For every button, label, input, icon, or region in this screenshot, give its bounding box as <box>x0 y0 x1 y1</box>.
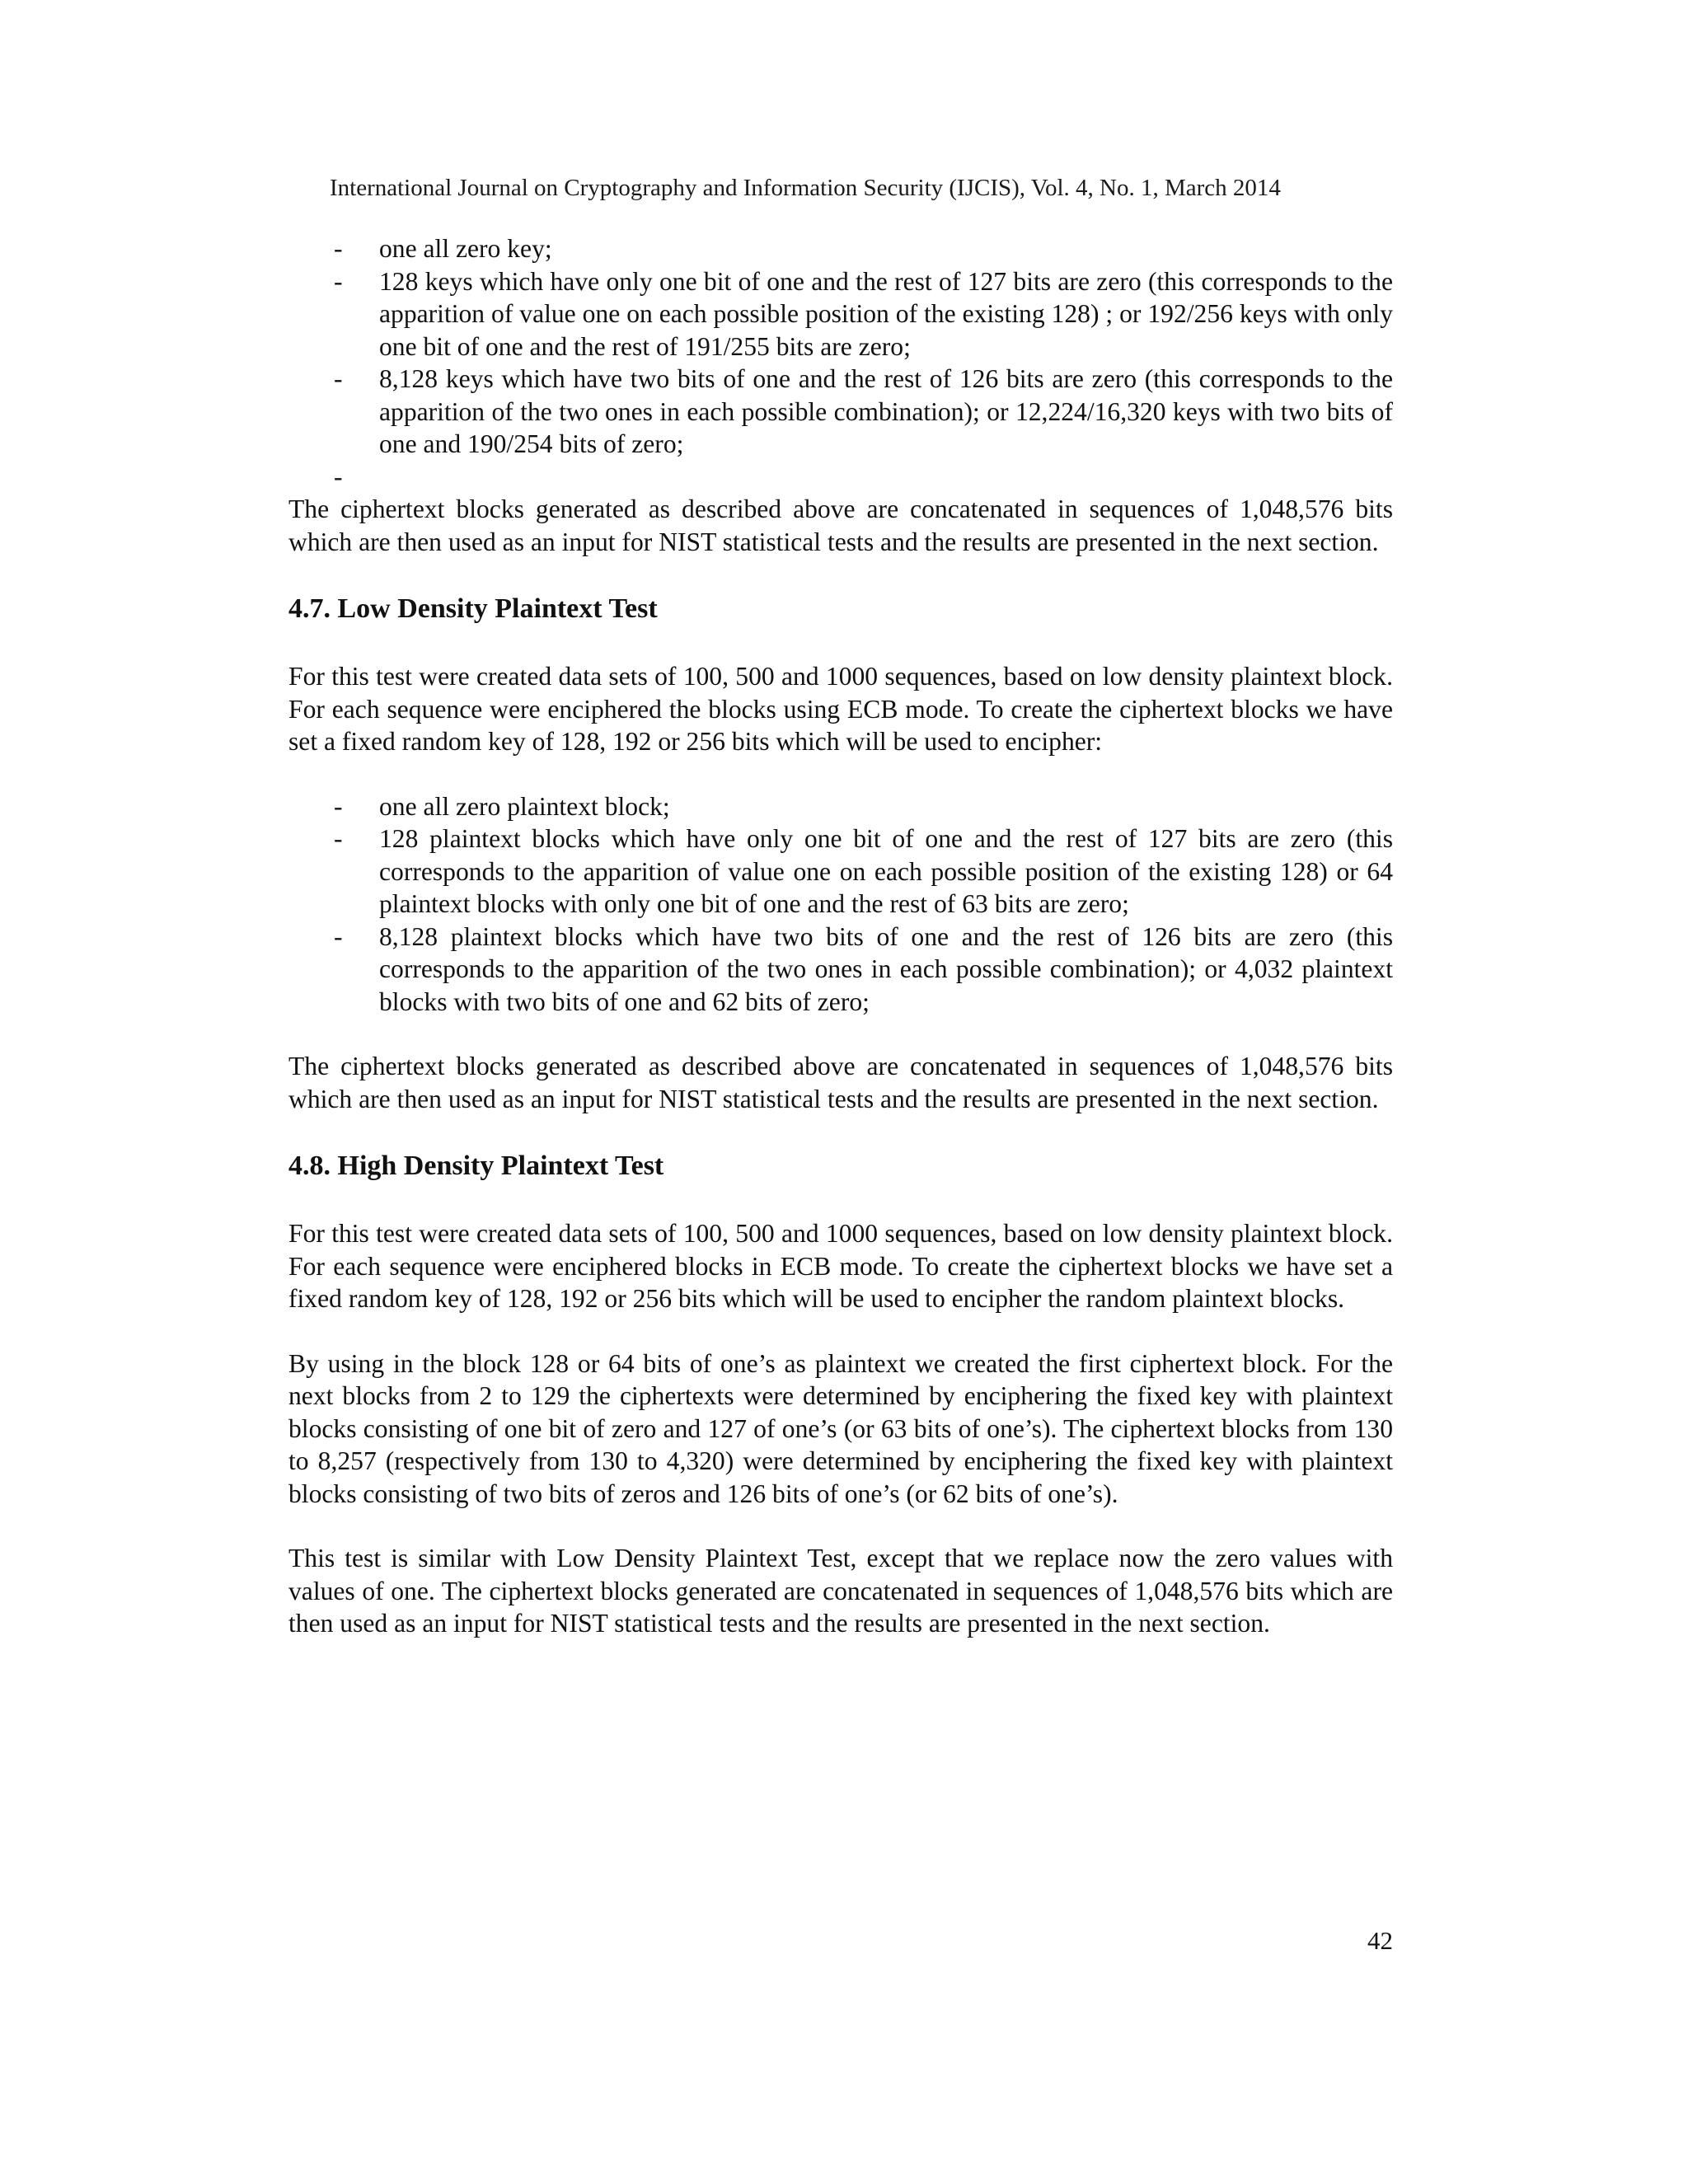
key-list <box>288 232 1393 493</box>
list-item-text: 128 keys which have only one bit of one and the rest of 127 bits are zero (this corresponds to the apparition of value one on each possible position of the existing 128) ; or 192/256 keys with only one bit of one and the rest of 191/255 bits are zero; <box>379 266 1393 361</box>
paragraph: The ciphertext blocks generated as described above are concatenated in sequences of 1,048,576 bits which are then used as an input for NIST statistical tests and the results are presented in the next section. <box>288 494 1393 556</box>
paragraph: By using in the block 128 or 64 bits of one’s as plaintext we created the first ciphertext block. For the next blocks from 2 to 129 the ciphertexts were determined by enciphering the fixed key with plaintext blocks consisting of one bit of zero and 127 of one’s (or 63 bits of one’s). The ciphertext blocks from 130 to 8,257 (respectively from 130 to 4,320) were determined by enciphering the fixed key with plaintext blocks consisting of two bits of zeros and 126 bits of one’s (or 62 bits of one’s). <box>288 1348 1393 1508</box>
list-item-text: 8,128 plaintext blocks which have two bits of one and the rest of 126 bits are zero (this corresponds to the apparition of the two ones in each possible combination); or 4,032 plaintext blocks with two bits of one and 62 bits of zero; <box>379 921 1393 1016</box>
spacer <box>288 1315 1393 1347</box>
page-body <box>288 232 1393 1640</box>
list-item-text: one all zero key; <box>379 234 552 263</box>
dash-bullet: - <box>334 462 343 491</box>
page-number: 42 <box>1367 1926 1393 1955</box>
dash-bullet: - <box>334 921 343 951</box>
spacer <box>288 1018 1393 1050</box>
list-item-text: 128 plaintext blocks which have only one bit of one and the rest of 127 bits are zero (this corresponds to the apparition of value one on each possible position of the existing 128) or 64 plaintext blocks with only one bit of one and the rest of 63 bits are zero; <box>379 824 1393 918</box>
dash-bullet: - <box>334 234 343 263</box>
list-item <box>288 265 1393 363</box>
spacer <box>288 627 1393 660</box>
list-item <box>288 232 1393 265</box>
list-item-text: 8,128 keys which have two bits of one and the rest of 126 bits are zero (this corresponds to the apparition of the two ones in each possible combination); or 12,224/16,320 keys with two bits of one and 190/254 bits of zero; <box>379 364 1393 458</box>
plaintext-list <box>288 790 1393 1019</box>
list-item-text: one all zero plaintext block; <box>379 791 670 821</box>
dash-bullet: - <box>334 824 343 853</box>
spacer <box>288 558 1393 591</box>
paragraph: This test is similar with Low Density Plaintext Test, except that we replace now the zero values with values of one. The ciphertext blocks generated are concatenated in sequences of 1,048,576 bits which are then used as an input for NIST statistical tests and the results are presented in the next section. <box>288 1544 1393 1638</box>
paragraph: The ciphertext blocks generated as described above are concatenated in sequences of 1,048,576 bits which are then used as an input for NIST statistical tests and the results are presented in the next section. <box>288 1052 1393 1113</box>
dash-bullet: - <box>334 266 343 296</box>
paragraph: For this test were created data sets of 100, 500 and 1000 sequences, based on low density plaintext block. For each sequence were enciphered blocks in ECB mode. To create the ciphertext blocks we have set a fixed random key of 128, 192 or 256 bits which will be used to encipher the random plaintext blocks. <box>288 1219 1393 1313</box>
list-item <box>288 921 1393 1019</box>
running-header: International Journal on Cryptography and Information Security (IJCIS), Vol. 4, No. 1, March 2014 <box>330 175 1281 201</box>
paragraph: For this test were created data sets of 100, 500 and 1000 sequences, based on low density plaintext block. For each sequence were enciphered the blocks using ECB mode. To create the ciphertext blocks we have set a fixed random key of 128, 192 or 256 bits which will be used to encipher: <box>288 662 1393 756</box>
spacer <box>288 1510 1393 1542</box>
section-heading: 4.8. High Density Plaintext Test <box>288 1151 664 1181</box>
dash-bullet: - <box>334 364 343 393</box>
spacer <box>288 758 1393 790</box>
list-item <box>288 790 1393 823</box>
dash-bullet: - <box>334 791 343 821</box>
section-heading: 4.7. Low Density Plaintext Test <box>288 593 658 624</box>
list-item <box>288 363 1393 461</box>
list-item <box>288 823 1393 921</box>
list-item-empty <box>288 461 1393 494</box>
spacer <box>288 1184 1393 1217</box>
spacer <box>288 1115 1393 1148</box>
